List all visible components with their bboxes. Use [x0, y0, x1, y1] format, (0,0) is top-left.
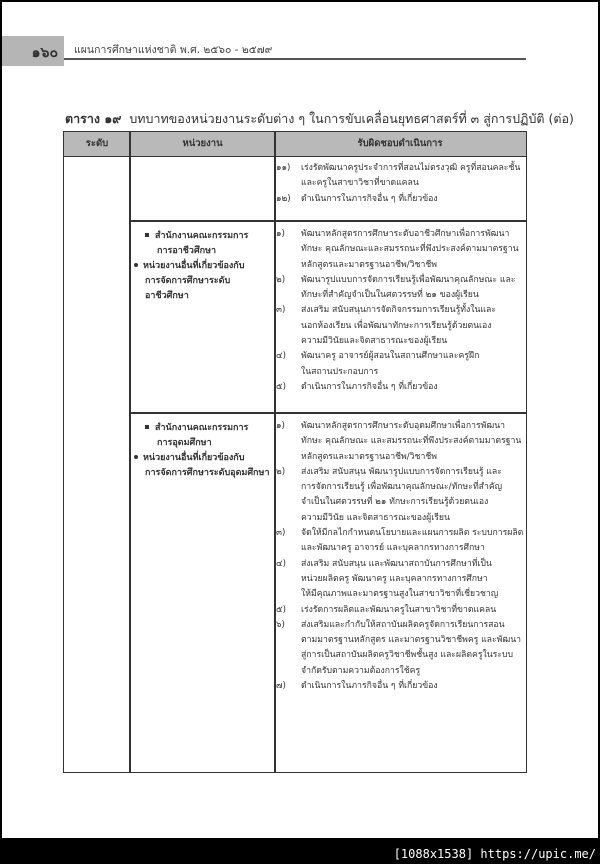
list-item: ๓) จัดให้มีกลไกกำหนดนโยบายและแผนการผลิต ระบบการผลิต และพัฒนาครู อาจารย์ และบุคลากรทางการศึกษา [276, 528, 524, 554]
list-item: ๓) ส่งเสริม สนับสนุนการจัดกิจกรรมการเรียนรู้ทั้งในและ นอกห้องเรียน เพื่อพัฒนาทักษะการเรียนรู้ด้วยตนเอง ความมีวินัยและจิตสาธารณะของผู้เรียน [276, 305, 496, 347]
list-item: ๕) เร่งรัดการผลิตและพัฒนาครูในสาขาวิชาที่ขาดแคลน [276, 604, 497, 615]
list-item: ๑) พัฒนาหลักสูตรการศึกษาระดับอาชีวศึกษาเพื่อการพัฒนา ทักษะ คุณลักษณะและสมรรถนะที่พึงประสงค์ตามมาตรฐาน หลักสูตรและมาตรฐานอาชีพ/วิชาชีพ [276, 229, 519, 270]
column-header-responsibility: รับผิดชอบดำเนินการ [357, 138, 443, 149]
list-item: ๑๒) ดำเนินการในภารกิจอื่น ๆ ที่เกี่ยวข้อง [276, 193, 438, 204]
table-caption-label: ตาราง ๑๙ [65, 111, 122, 126]
unit-item: สำนักงานคณะกรรมการ [131, 229, 273, 244]
list-item: ๑๑) เร่งรัดพัฒนาครูประจำการที่สอนไม่ตรงวุฒิ ครูที่สอนคละชั้น และครูในสาขาวิชาที่ขาดแคลน [276, 163, 521, 189]
column-header-level: ระดับ [85, 138, 109, 149]
dot-bullet-icon [134, 455, 138, 459]
running-title: แผนการศึกษาแห่งชาติ พ.ศ. ๒๕๖๐ - ๒๕๗๙ [74, 44, 273, 56]
header-rule [64, 58, 526, 60]
list-item: ๔) พัฒนาครู อาจารย์ผู้สอนในสถานศึกษาและครูฝึก ในสถานประกอบการ [276, 351, 480, 377]
list-item: ๕) ดำเนินการในภารกิจอื่น ๆ ที่เกี่ยวข้อง [276, 381, 438, 392]
list-item: ๑) พัฒนาหลักสูตรการศึกษาระดับอุดมศึกษาเพื่อการพัฒนา ทักษะ คุณลักษณะ และสมรรถนะที่พึงประสงค์ตามมาตรฐาน หลักสูตรและมาตรฐานอาชีพ/วิชาชีพ [276, 421, 522, 462]
square-bullet-icon [145, 233, 149, 237]
roles-table [63, 131, 527, 773]
page-number: ๑๖๐ [31, 45, 58, 61]
table-row-units: สำนักงานคณะกรรมการ การอาชีวศึกษา หน่วยงานอื่นที่เกี่ยวข้องกับ การจัดการศึกษาระดับ อาชีวศึกษา [131, 229, 273, 304]
list-item: ๗) ดำเนินการในภารกิจอื่น ๆ ที่เกี่ยวข้อง [276, 681, 438, 692]
unit-item: หน่วยงานอื่นที่เกี่ยวข้องกับ [131, 451, 273, 466]
table-row-units: สำนักงานคณะกรรมการ การอุดมศึกษา หน่วยงานอื่นที่เกี่ยวข้องกับ การจัดการศึกษาระดับอุดมศึกษา [131, 421, 273, 481]
row-divider [130, 220, 526, 222]
table-row-responsibilities [276, 227, 524, 395]
table-header-row [64, 132, 526, 157]
unit-item: สำนักงานคณะกรรมการ [131, 421, 273, 436]
dot-bullet-icon [134, 263, 138, 267]
image-watermark: [1088x1538] https://upic.me/ [393, 847, 596, 861]
list-item: ๖) ส่งเสริมและกำกับให้สถาบันผลิตครูจัดการเรียนการสอน ตามมาตรฐานหลักสูตร และมาตรฐานวิชาชีพครู และพัฒนา สู่การเป็นสถาบันผลิตครูวิชาชีพชั้นสูง และผลิตครูในระบบ จำกัดรับตามความต้องการใช้ครู [276, 619, 522, 676]
table-row-responsibilities [276, 161, 524, 207]
list-item: ๒) ส่งเสริม สนับสนุน พัฒนารูปแบบการจัดการเรียนรู้ และ การจัดการเรียนรู้ เพื่อพัฒนาคุณลักษณะ/ทักษะที่สำคัญ จำเป็นในศตวรรษที่ ๒๑ ทักษะการเรียนรู้ด้วยตนเอง ความมีวินัย และจิตสาธารณะของผู้เรียน [276, 466, 503, 523]
square-bullet-icon [145, 425, 149, 429]
unit-item: หน่วยงานอื่นที่เกี่ยวข้องกับ [131, 259, 273, 274]
table-caption [65, 109, 574, 129]
column-header-unit: หน่วยงาน [182, 138, 223, 149]
page-number-tab [2, 36, 64, 66]
row-divider [130, 412, 526, 414]
table-caption-text: บทบาทของหน่วยงานระดับต่าง ๆ ในการขับเคลื่อนยุทธศาสตร์ที่ ๓ สู่การปฏิบัติ (ต่อ) [129, 111, 574, 126]
list-item: ๔) ส่งเสริม สนับสนุน และพัฒนาสถาบันการศึกษาที่เป็น หน่วยผลิตครู พัฒนาครู และบุคลากรทางการศึกษา ให้มีคุณภาพและมาตรฐานสูงในสาขาวิชาที่เชี่ยวชาญ [276, 558, 499, 600]
table-row-responsibilities [276, 419, 524, 694]
document-page [2, 2, 598, 838]
list-item: ๒) พัฒนารูปแบบการจัดการเรียนรู้เพื่อพัฒนาคุณลักษณะ และ ทักษะที่สำคัญจำเป็นในศตวรรษที่ ๒๑ ของผู้เรียน [276, 274, 516, 301]
